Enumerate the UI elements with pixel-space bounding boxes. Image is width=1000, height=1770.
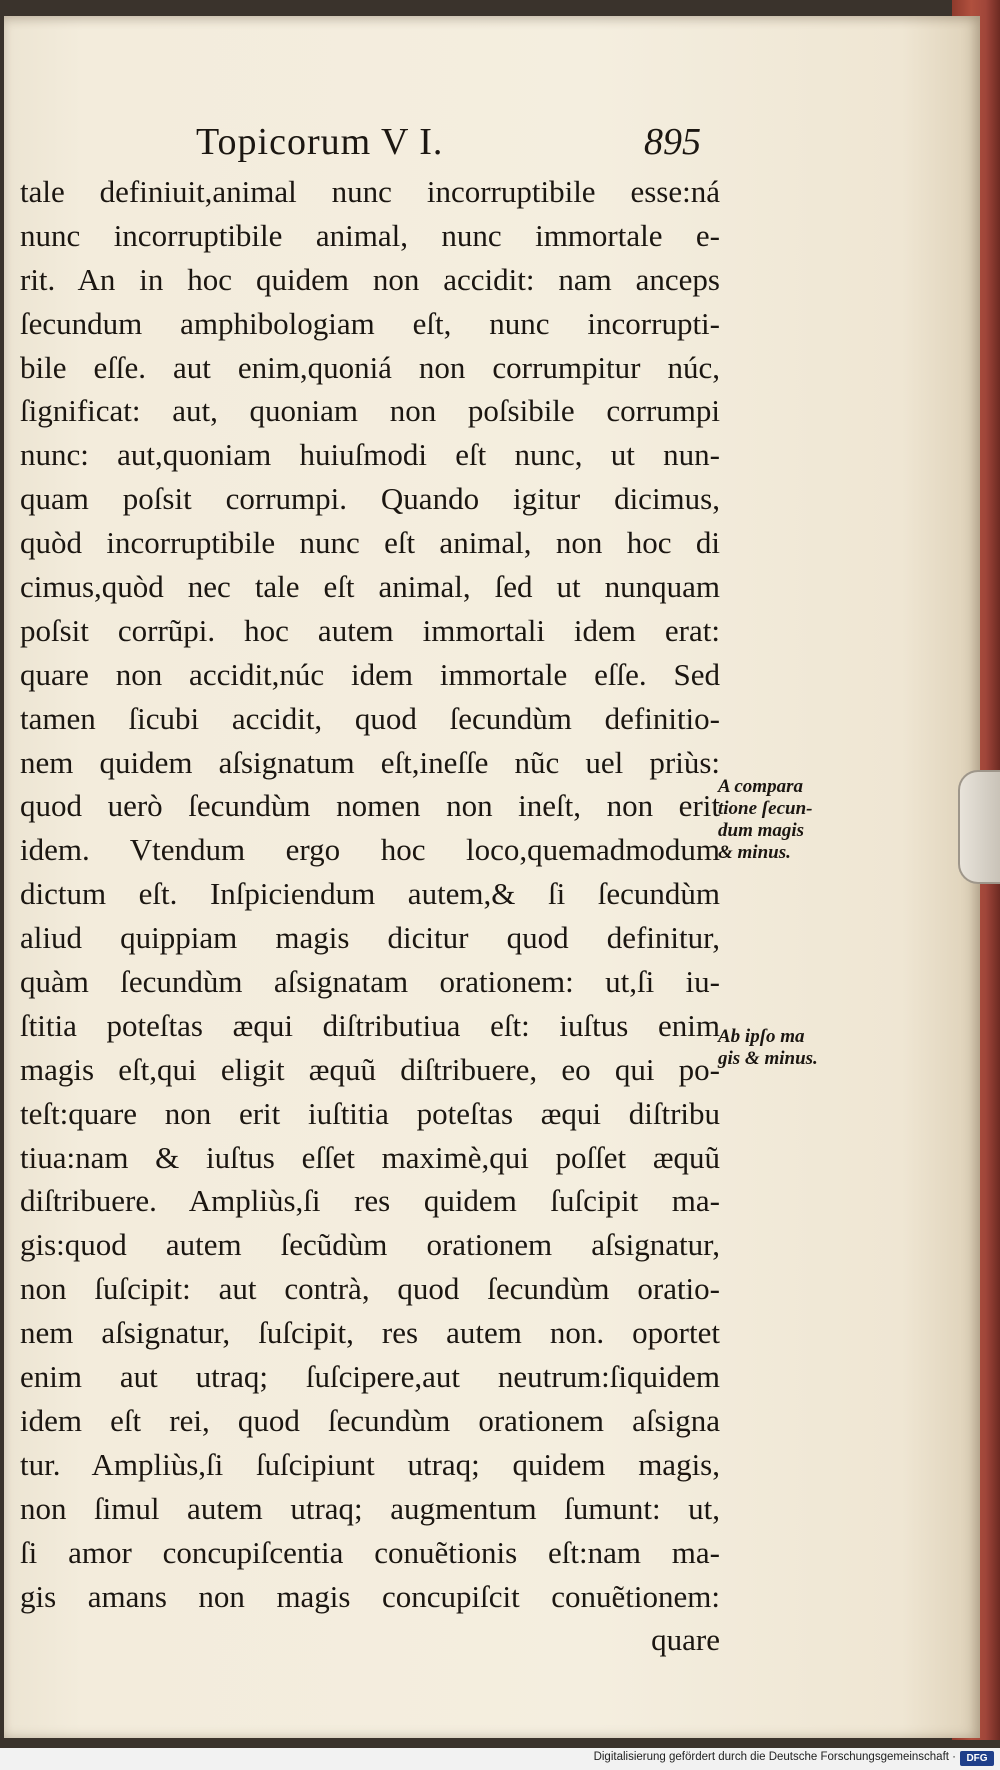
text-line: tiua:nam & iuſtus eſſet maximè,qui poſſet æquũ: [20, 1139, 720, 1175]
text-line: tamen ſicubi accidit, quod ſecundùm definitio-: [20, 700, 720, 736]
page-number: 895: [644, 121, 701, 163]
text-line: nunc incorruptibile animal, nunc immortale e-: [20, 217, 720, 253]
text-line: tale definiuit,animal nunc incorruptibile esse:ná: [20, 174, 720, 209]
catchword: quare: [651, 1622, 720, 1658]
margin-note-line: tione ſecun-: [718, 798, 813, 819]
text-line: nem quidem aſsignatum eſt,ineſſe nũc uel priùs:: [20, 744, 720, 780]
book-page: [4, 16, 980, 1738]
text-line: ſignificat: aut, quoniam non poſsibile corrumpi: [20, 393, 720, 429]
text-line: ſecundum amphibologiam eſt, nunc incorrupti-: [20, 305, 720, 341]
text-line: bile eſſe. aut enim,quoniá non corrumpitur núc,: [20, 349, 720, 385]
running-title: Topicorum V I.: [196, 121, 444, 163]
text-line: poſsit corrũpi. hoc autem immortali idem erat:: [20, 612, 720, 648]
margin-note-line: gis & minus.: [718, 1048, 818, 1069]
text-line: non ſimul autem utraq; augmentum ſumunt: ut,: [20, 1490, 720, 1526]
digitization-footer: [0, 1748, 1000, 1770]
margin-note-comparatione: [718, 776, 812, 864]
dfg-logo: DFG: [960, 1751, 994, 1766]
text-line: rit. An in hoc quidem non accidit: nam anceps: [20, 261, 720, 297]
text-line: enim aut utraq; ſuſcipere,aut neutrum:ſiquidem: [20, 1359, 720, 1395]
text-line: nunc: aut,quoniam huiuſmodi eſt nunc, ut nun-: [20, 437, 720, 473]
text-line: ſtitia poteſtas æqui diſtributiua eſt: iuſtus enim: [20, 1007, 720, 1043]
text-line: dictum eſt. Inſpiciendum autem,& ſi ſecundùm: [20, 876, 720, 912]
margin-note-line: & minus.: [718, 842, 791, 863]
text-line: idem eſt rei, quod ſecundùm orationem aſsigna: [20, 1402, 720, 1438]
text-line: idem. Vtendum ergo hoc loco,quemadmodum: [20, 832, 720, 868]
margin-note-line: Ab ipſo ma: [718, 1026, 805, 1047]
text-line: teſt:quare non erit iuſtitia poteſtas æqui diſtribu: [20, 1095, 720, 1131]
text-line: quàm ſecundùm aſsignatam orationem: ut,ſi iu-: [20, 964, 720, 1000]
text-line: quam poſsit corrumpi. Quando igitur dicimus,: [20, 481, 720, 517]
margin-note-ab-ipso: [718, 1026, 818, 1070]
text-line: diſtribuere. Ampliùs,ſi res quidem ſuſcipit ma-: [20, 1183, 720, 1219]
text-line: gis:quod autem ſecũdùm orationem aſsignatur,: [20, 1227, 720, 1263]
footer-credit: Digitalisierung gefördert durch die Deutsche Forschungsgemeinschaft ·: [593, 1751, 956, 1763]
text-line: gis amans non magis concupiſcit conuẽtionem:: [20, 1578, 720, 1614]
text-line: quòd incorruptibile nunc eſt animal, non hoc di: [20, 525, 720, 561]
text-line: cimus,quòd nec tale eſt animal, ſed ut nunquam: [20, 569, 720, 605]
margin-note-line: dum magis: [718, 820, 805, 841]
text-line: ſi amor concupiſcentia conuẽtionis eſt:nam ma-: [20, 1534, 720, 1570]
text-line: tur. Ampliùs,ſi ſuſcipiunt utraq; quidem magis,: [20, 1446, 720, 1482]
text-line: non ſuſcipit: aut contrà, quod ſecundùm oratio-: [20, 1271, 720, 1307]
text-line: quod uerò ſecundùm nomen non ineſt, non erit: [20, 788, 720, 824]
text-line: magis eſt,qui eligit æquũ diſtribuere, eo qui po-: [20, 1051, 720, 1087]
body-text: [20, 170, 720, 1662]
text-line: nem aſsignatur, ſuſcipit, res autem non. oportet: [20, 1315, 720, 1351]
running-head: [4, 120, 980, 170]
text-line: quare non accidit,núc idem immortale eſſe. Sed: [20, 656, 720, 692]
text-line: aliud quippiam magis dicitur quod definitur,: [20, 920, 720, 956]
margin-note-line: A compara: [718, 776, 803, 797]
page-clip: [958, 770, 1000, 884]
